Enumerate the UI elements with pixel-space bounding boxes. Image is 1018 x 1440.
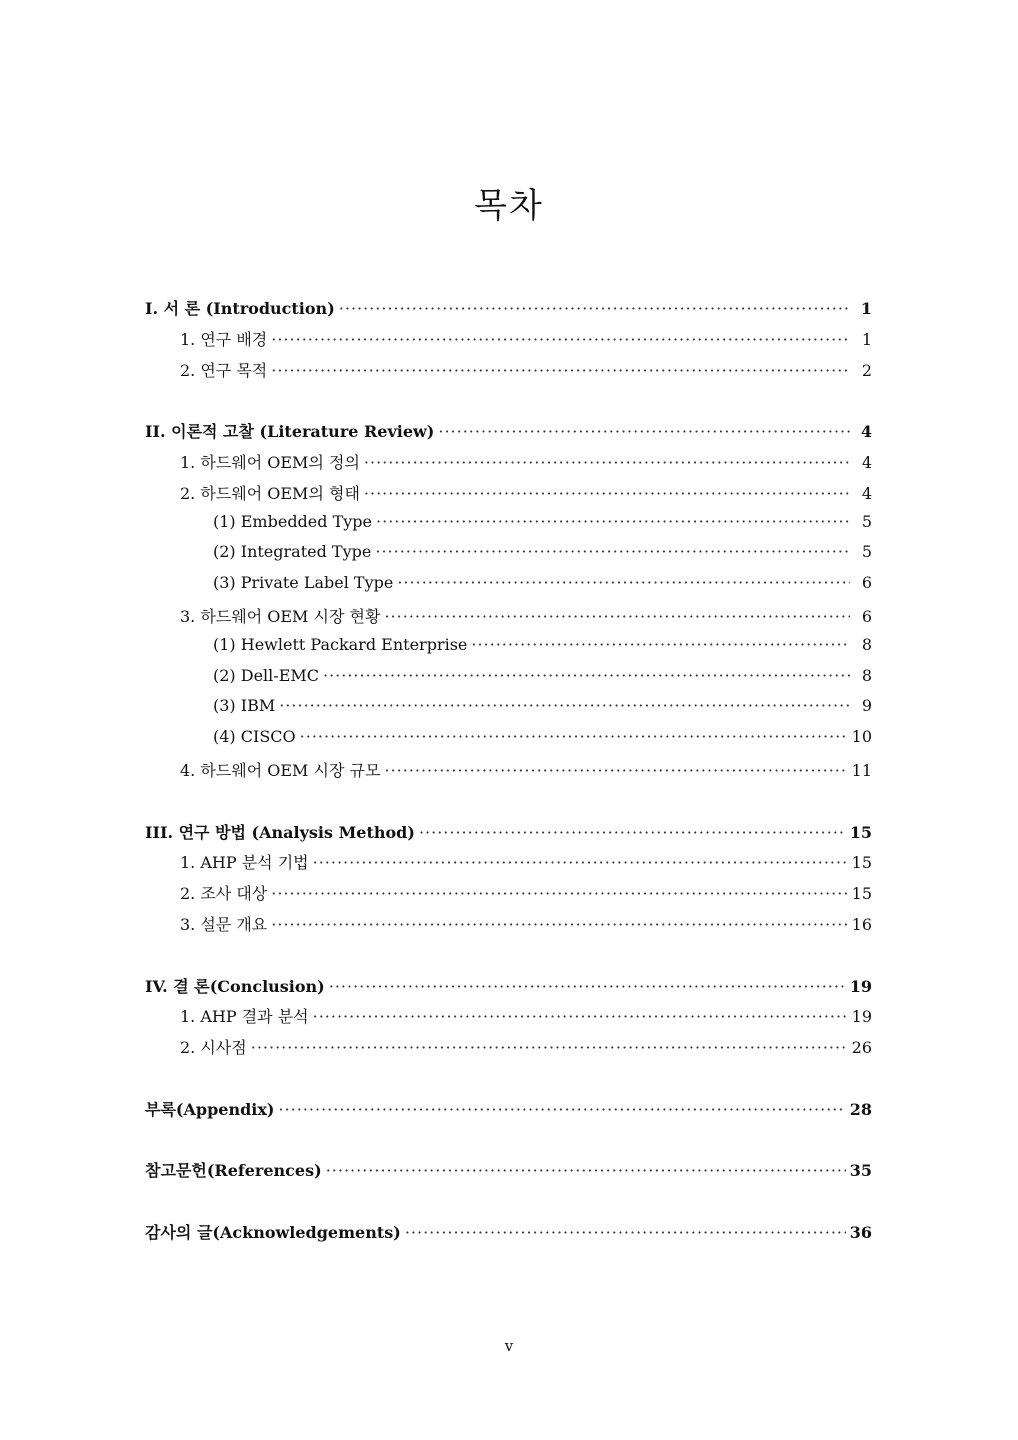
dot-leader (376, 512, 850, 531)
toc-entry[interactable] (145, 1158, 872, 1189)
dot-leader (278, 1100, 845, 1119)
toc-entry[interactable] (145, 820, 872, 851)
toc-entry-label: 3. 설문 개요 (180, 914, 268, 934)
toc-entry-page-number: 4 (860, 422, 872, 442)
dot-leader (271, 330, 850, 349)
toc-entry[interactable] (145, 604, 872, 635)
toc-entry-page-number: 6 (861, 606, 872, 626)
toc-entry-page-number: 11 (851, 760, 872, 780)
toc-entry[interactable] (145, 912, 872, 943)
toc-entry-page-number: 6 (861, 573, 872, 593)
toc-entry[interactable] (145, 1035, 872, 1066)
toc-entry[interactable] (145, 296, 872, 327)
toc-entry-page-number: 1 (860, 299, 872, 318)
toc-entry[interactable] (145, 635, 872, 666)
toc-entry[interactable] (145, 542, 872, 573)
toc-entry[interactable] (145, 758, 872, 789)
toc-entry-label: (2) Integrated Type (213, 542, 372, 562)
toc-entry-page-number: 26 (851, 1038, 872, 1058)
dot-leader (384, 761, 847, 780)
dot-leader (313, 1007, 848, 1026)
dot-leader (323, 666, 850, 685)
toc-entry-label: 4. 하드웨어 OEM 시장 규모 (180, 760, 381, 780)
dot-leader (339, 299, 850, 318)
toc-entry-page-number: 2 (861, 360, 872, 380)
toc-entry[interactable] (145, 1004, 872, 1035)
toc-entry-page-number: 15 (849, 822, 872, 842)
dot-leader (271, 884, 847, 903)
toc-entry-page-number: 4 (861, 452, 872, 472)
toc-entry-page-number: 15 (851, 884, 872, 904)
toc-entry-label: 2. 시사점 (180, 1038, 247, 1058)
dot-leader (271, 915, 847, 934)
table-of-contents (145, 296, 872, 1251)
toc-entry[interactable] (145, 666, 872, 697)
toc-entry[interactable] (145, 881, 872, 912)
toc-entry[interactable] (145, 1097, 872, 1128)
toc-entry-label: 참고문헌(References) (145, 1161, 322, 1181)
dot-leader (251, 1038, 848, 1057)
dot-leader (300, 727, 848, 746)
toc-entry-label: I. 서 론 (Introduction) (145, 299, 335, 318)
dot-leader (364, 453, 850, 472)
toc-entry-page-number: 1 (861, 329, 872, 349)
toc-entry-page-number: 9 (861, 696, 872, 716)
toc-entry-page-number: 19 (849, 976, 872, 996)
toc-entry-page-number: 8 (861, 634, 872, 654)
toc-entry-page-number: 4 (861, 483, 872, 503)
toc-entry[interactable] (145, 974, 872, 1005)
dot-leader (438, 422, 850, 441)
toc-entry[interactable] (145, 481, 872, 512)
toc-entry-label: 2. 하드웨어 OEM의 형태 (180, 483, 360, 503)
toc-entry-page-number: 36 (849, 1222, 872, 1242)
dot-leader (326, 1161, 846, 1180)
dot-leader (329, 977, 846, 996)
dot-leader (271, 361, 850, 380)
toc-entry-label: 감사의 글(Acknowledgements) (145, 1222, 401, 1242)
toc-entry-label: (2) Dell-EMC (213, 665, 319, 685)
toc-entry-label: 1. AHP 분석 기법 (180, 853, 309, 873)
toc-entry[interactable] (145, 419, 872, 450)
toc-entry-label: 1. AHP 결과 분석 (180, 1007, 309, 1027)
dot-leader (471, 635, 850, 654)
toc-entry-label: IV. 결 론(Conclusion) (145, 976, 325, 996)
dot-leader (279, 696, 850, 715)
toc-entry-page-number: 10 (851, 727, 872, 747)
toc-entry-label: II. 이론적 고찰 (Literature Review) (145, 422, 435, 442)
toc-entry-label: 1. 연구 배경 (180, 329, 268, 349)
toc-entry[interactable] (145, 327, 872, 358)
dot-leader (375, 542, 850, 561)
toc-entry-label: (1) Embedded Type (213, 511, 373, 531)
toc-entry-label: 1. 하드웨어 OEM의 정의 (180, 452, 360, 472)
toc-entry-label: 3. 하드웨어 OEM 시장 현황 (180, 606, 381, 626)
dot-leader (364, 484, 850, 503)
toc-entry-page-number: 5 (861, 542, 872, 562)
toc-entry-label: 부록(Appendix) (145, 1099, 275, 1119)
page-number: v (504, 1337, 514, 1355)
page-title: 목차 (474, 186, 544, 226)
toc-entry[interactable] (145, 1220, 872, 1251)
toc-entry[interactable] (145, 512, 872, 543)
toc-entry[interactable] (145, 727, 872, 758)
toc-entry[interactable] (145, 358, 872, 389)
toc-entry-page-number: 19 (851, 1007, 872, 1027)
toc-entry[interactable] (145, 573, 872, 604)
toc-entry[interactable] (145, 450, 872, 481)
toc-entry-label: (3) IBM (213, 696, 276, 716)
dot-leader (405, 1223, 846, 1242)
toc-entry-page-number: 35 (849, 1161, 872, 1181)
toc-entry-label: (3) Private Label Type (213, 573, 394, 593)
toc-entry-label: 2. 조사 대상 (180, 884, 268, 904)
toc-entry-label: 2. 연구 목적 (180, 360, 268, 380)
toc-entry-page-number: 8 (861, 665, 872, 685)
toc-entry[interactable] (145, 850, 872, 881)
toc-entry-page-number: 28 (849, 1099, 872, 1119)
toc-entry-label: (1) Hewlett Packard Enterprise (213, 634, 468, 654)
dot-leader (397, 573, 850, 592)
toc-entry-page-number: 16 (851, 914, 872, 934)
dot-leader (384, 607, 850, 626)
dot-leader (313, 853, 848, 872)
toc-entry[interactable] (145, 696, 872, 727)
dot-leader (419, 823, 846, 842)
toc-entry-label: III. 연구 방법 (Analysis Method) (145, 822, 415, 842)
toc-entry-page-number: 15 (851, 853, 872, 873)
toc-entry-page-number: 5 (861, 511, 872, 531)
toc-entry-label: (4) CISCO (213, 727, 296, 747)
